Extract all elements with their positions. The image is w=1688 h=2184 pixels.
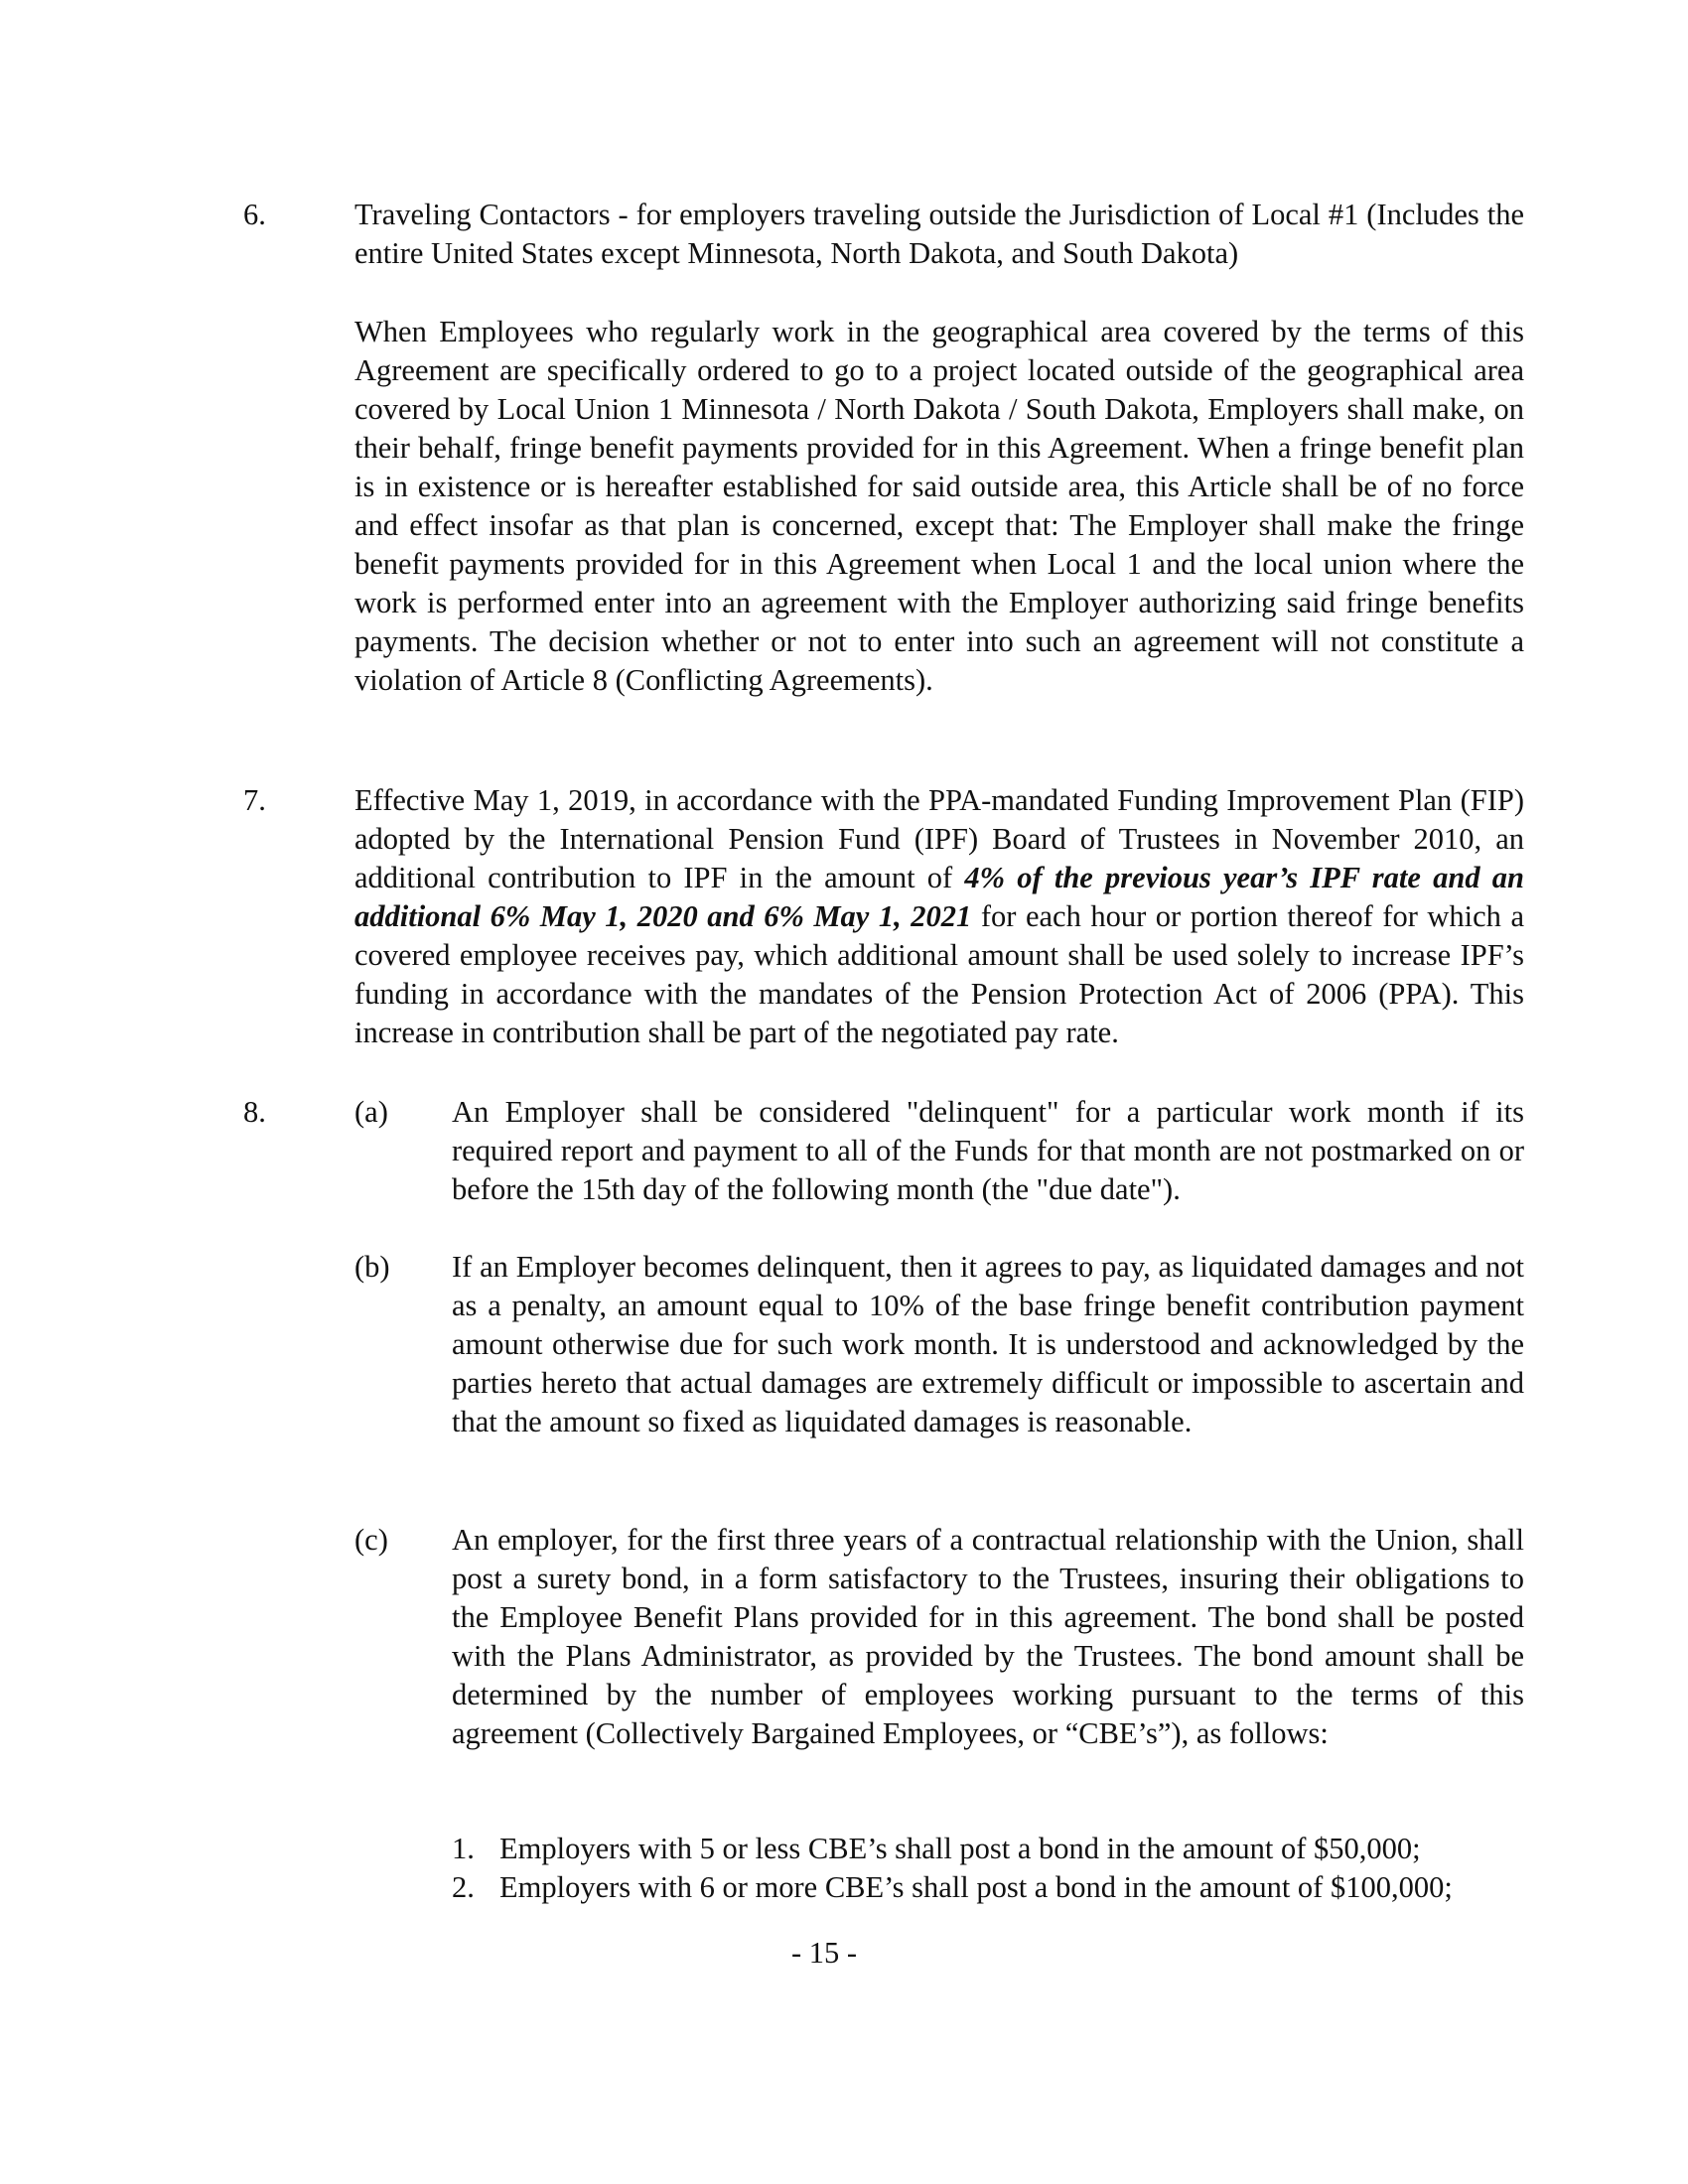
bond-list-number: 2. <box>452 1870 475 1904</box>
section-7-text-before: Effective May 1, 2019, in accordance with the PPA-mandated Funding Improvement Plan (FIP) adopted by the International Pension Fund (IPF) Board of Trustees in November 2010, an additional contribution to IPF in the amount of <box>354 783 1524 894</box>
bond-list-text: Employers with 5 or less CBE’s shall post a bond in the amount of $50,000; <box>499 1832 1421 1865</box>
section-6-number: 6. <box>243 198 266 231</box>
section-7-text-after: for each hour or portion thereof for which a covered employee receives pay, which additional amount shall be used solely to increase IPF’s funding in accordance with the mandates of the Pension Protection Act of 2006 (PPA). This increase in contribution shall be part of the negotiated pay rate. <box>354 899 1525 1049</box>
subsection-a-label: (a) <box>354 1095 388 1129</box>
bond-list-item <box>452 1830 1421 1868</box>
subsection-a-text: An Employer shall be considered "delinquent" for a particular work month if its required report and payment to all of the Funds for that month are not postmarked on or before the 15th day of the following month (the "due date"). <box>452 1095 1524 1206</box>
page-number: - 15 - <box>790 1936 858 1970</box>
subsection-b-label: (b) <box>354 1250 390 1284</box>
bond-list-number: 1. <box>452 1832 475 1865</box>
section-8-number: 8. <box>243 1095 266 1129</box>
subsection-c-label: (c) <box>354 1523 388 1557</box>
section-6-heading: Traveling Contactors - for employers traveling outside the Jurisdiction of Local #1 (Includes the entire United States except Minnesota, North Dakota, and South Dakota) <box>354 198 1524 270</box>
section-7-emphasis: 4% of the previous year’s IPF rate and an additional 6% May 1, 2020 and 6% May 1, 2021 <box>354 861 1524 933</box>
bond-list-item <box>452 1868 1453 1907</box>
section-6-body: When Employees who regularly work in the geographical area covered by the terms of this Agreement are specifically ordered to go to a project located outside of the geographical area covered by Local Union 1 Minnesota / North Dakota / South Dakota, Employers shall make, on their behalf, fringe benefit payments provided for in this Agreement. When a fringe benefit plan is in existence or is hereafter established for said outside area, this Article shall be of no force and effect insofar as that plan is concerned, except that: The Employer shall make the fringe benefit payments provided for in this Agreement when Local 1 and the local union where the work is performed enter into an agreement with the Employer authorizing said fringe benefits payments. The decision whether or not to enter into such an agreement will not constitute a violation of Article 8 (Conflicting Agreements). <box>354 315 1524 697</box>
section-7-number: 7. <box>243 783 266 817</box>
section-7-body <box>354 781 1524 1052</box>
bond-list-text: Employers with 6 or more CBE’s shall post a bond in the amount of $100,000; <box>499 1870 1453 1904</box>
subsection-c-text: An employer, for the first three years of a contractual relationship with the Union, shall post a surety bond, in a form satisfactory to the Trustees, insuring their obligations to the Employee Benefit Plans provided for in this agreement. The bond shall be posted with the Plans Administrator, as provided by the Trustees. The bond amount shall be determined by the number of employees working pursuant to the terms of this agreement (Collectively Bargained Employees, or “CBE’s”), as follows: <box>452 1523 1524 1750</box>
subsection-b-text: If an Employer becomes delinquent, then it agrees to pay, as liquidated damages and not as a penalty, an amount equal to 10% of the base fringe benefit contribution payment amount otherwise due for such work month. It is understood and acknowledged by the parties hereto that actual damages are extremely difficult or impossible to ascertain and that the amount so fixed as liquidated damages is reasonable. <box>452 1250 1524 1438</box>
